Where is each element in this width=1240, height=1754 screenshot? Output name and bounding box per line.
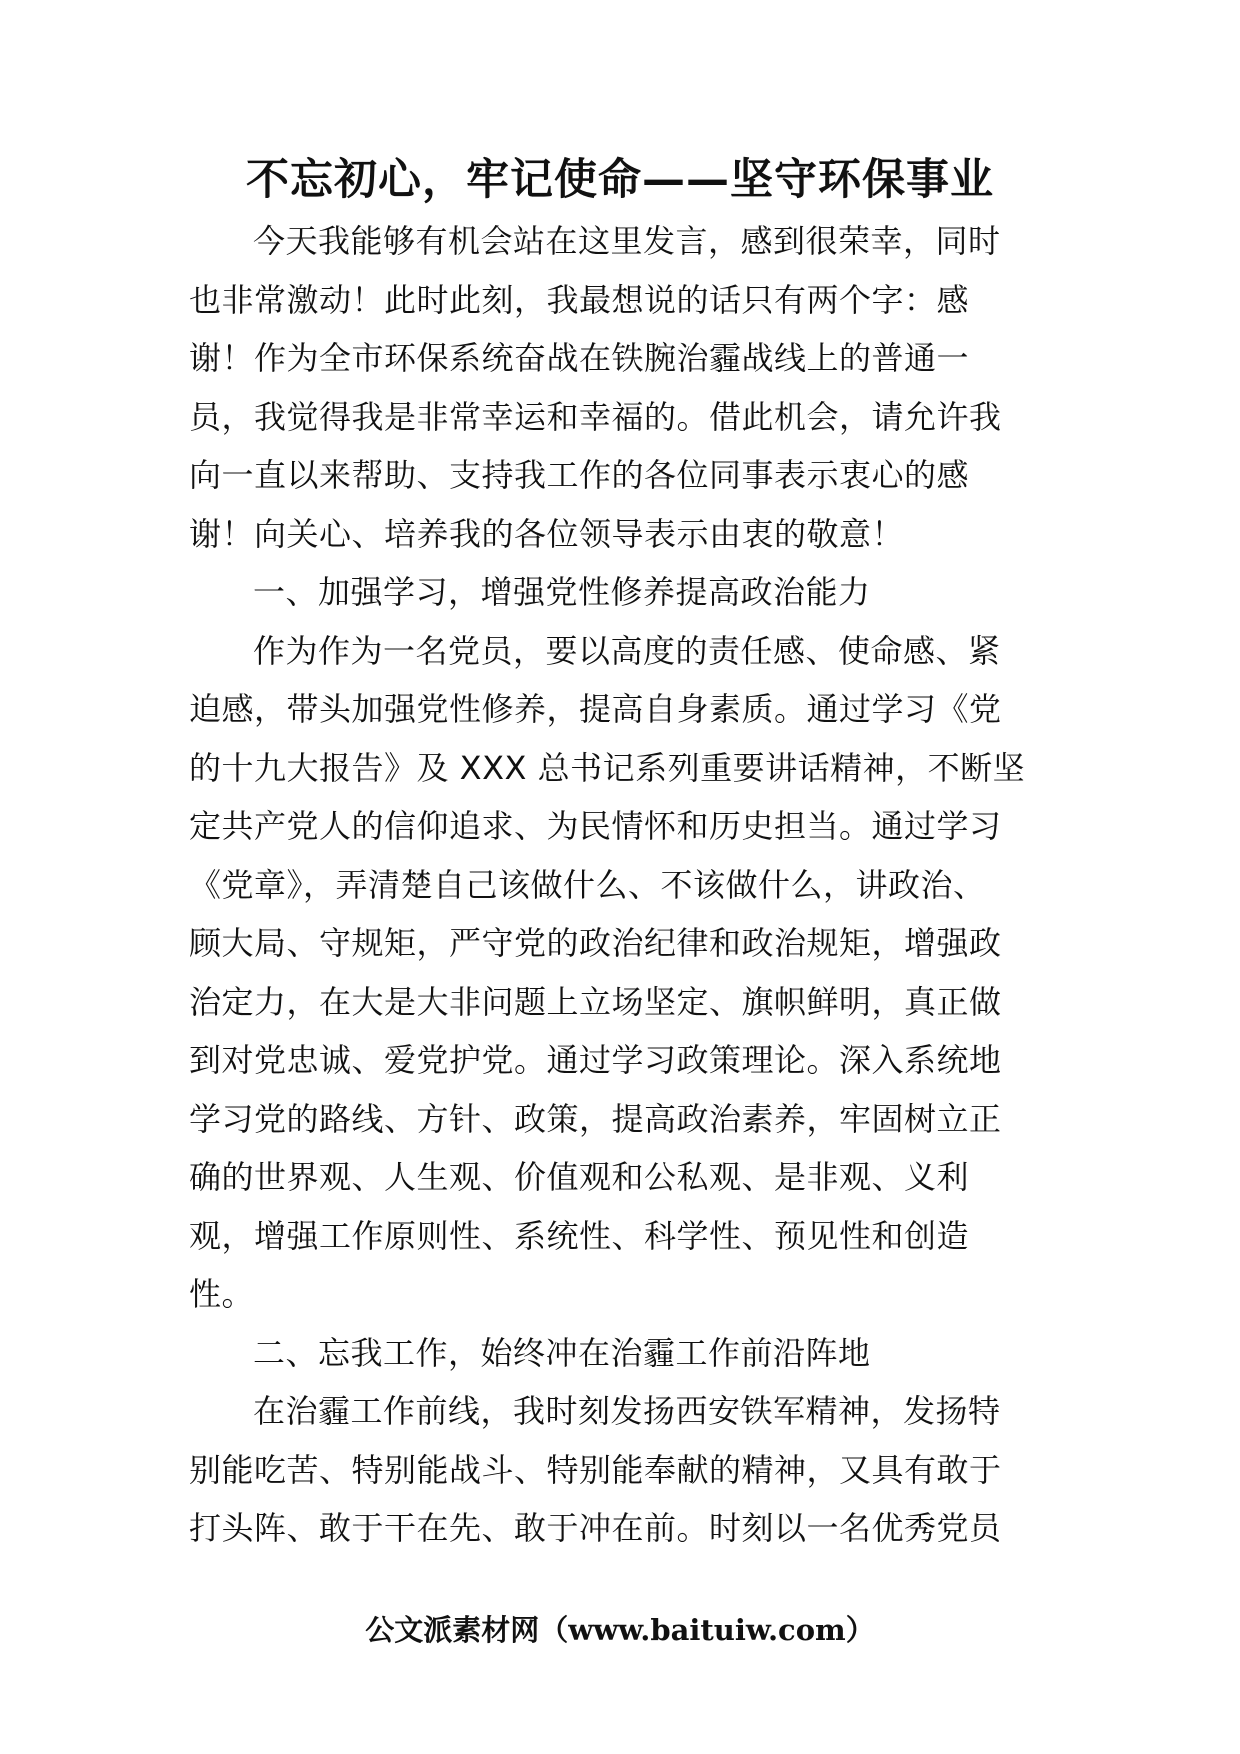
- body-line: 别能吃苦、特别能战斗、特别能奉献的精神，又具有敢于: [189, 1450, 1002, 1489]
- body-line: 向一直以来帮助、支持我工作的各位同事表示衷心的感: [189, 456, 970, 494]
- body-line: 谢！向关心、培养我的各位领导表示由衷的敬意！: [189, 514, 905, 553]
- document-body: [189, 212, 1045, 1558]
- body-line: 迫感，带头加强党性修养，提高自身素质。通过学习《党: [189, 690, 1002, 728]
- body-line: 治定力，在大是大非问题上立场坚定、旗帜鲜明，真正做: [189, 982, 1002, 1021]
- body-line: 性。: [189, 1275, 255, 1313]
- section-heading: 一、加强学习，增强党性修养提高政治能力: [253, 573, 871, 611]
- body-line: 今天我能够有机会站在这里发言，感到很荣幸，同时: [253, 222, 1001, 260]
- body-line: 观，增强工作原则性、系统性、科学性、预见性和创造: [189, 1216, 970, 1255]
- document-title: 不忘初心，牢记使命——坚守环保事业: [246, 155, 994, 205]
- body-line: 到对党忠诚、爱党护党。通过学习政策理论。深入系统地: [189, 1041, 1002, 1079]
- body-line: 《党章》，弄清楚自己该做什么、不该做什么，讲政治、: [189, 865, 986, 904]
- body-line: 的十九大报告》及 XXX 总书记系列重要讲话精神，不断坚: [189, 748, 1026, 787]
- section-heading: 二、忘我工作，始终冲在治霾工作前沿阵地: [253, 1333, 871, 1372]
- body-line: 也非常激动！此时此刻，我最想说的话只有两个字：感: [189, 280, 970, 319]
- body-line: 打头阵、敢于干在先、敢于冲在前。时刻以一名优秀党员: [189, 1509, 1002, 1547]
- footer-source-text: 公文派素材网（www.baituiw.com）: [365, 1613, 875, 1647]
- body-line: 学习党的路线、方针、政策，提高政治素养，牢固树立正: [189, 1099, 1002, 1138]
- body-line: 顾大局、守规矩，严守党的政治纪律和政治规矩，增强政: [189, 924, 1002, 962]
- body-line: 确的世界观、人生观、价值观和公私观、是非观、义利: [189, 1158, 970, 1196]
- body-line: 作为作为一名党员，要以高度的责任感、使命感、紧: [253, 631, 1001, 670]
- body-line: 谢！作为全市环保系统奋战在铁腕治霾战线上的普通一: [189, 339, 970, 377]
- body-line: 员，我觉得我是非常幸运和幸福的。借此机会，请允许我: [189, 397, 1002, 436]
- body-line: 定共产党人的信仰追求、为民情怀和历史担当。通过学习: [189, 807, 1002, 845]
- body-line: 在治霾工作前线，我时刻发扬西安铁军精神，发扬特: [253, 1392, 1001, 1430]
